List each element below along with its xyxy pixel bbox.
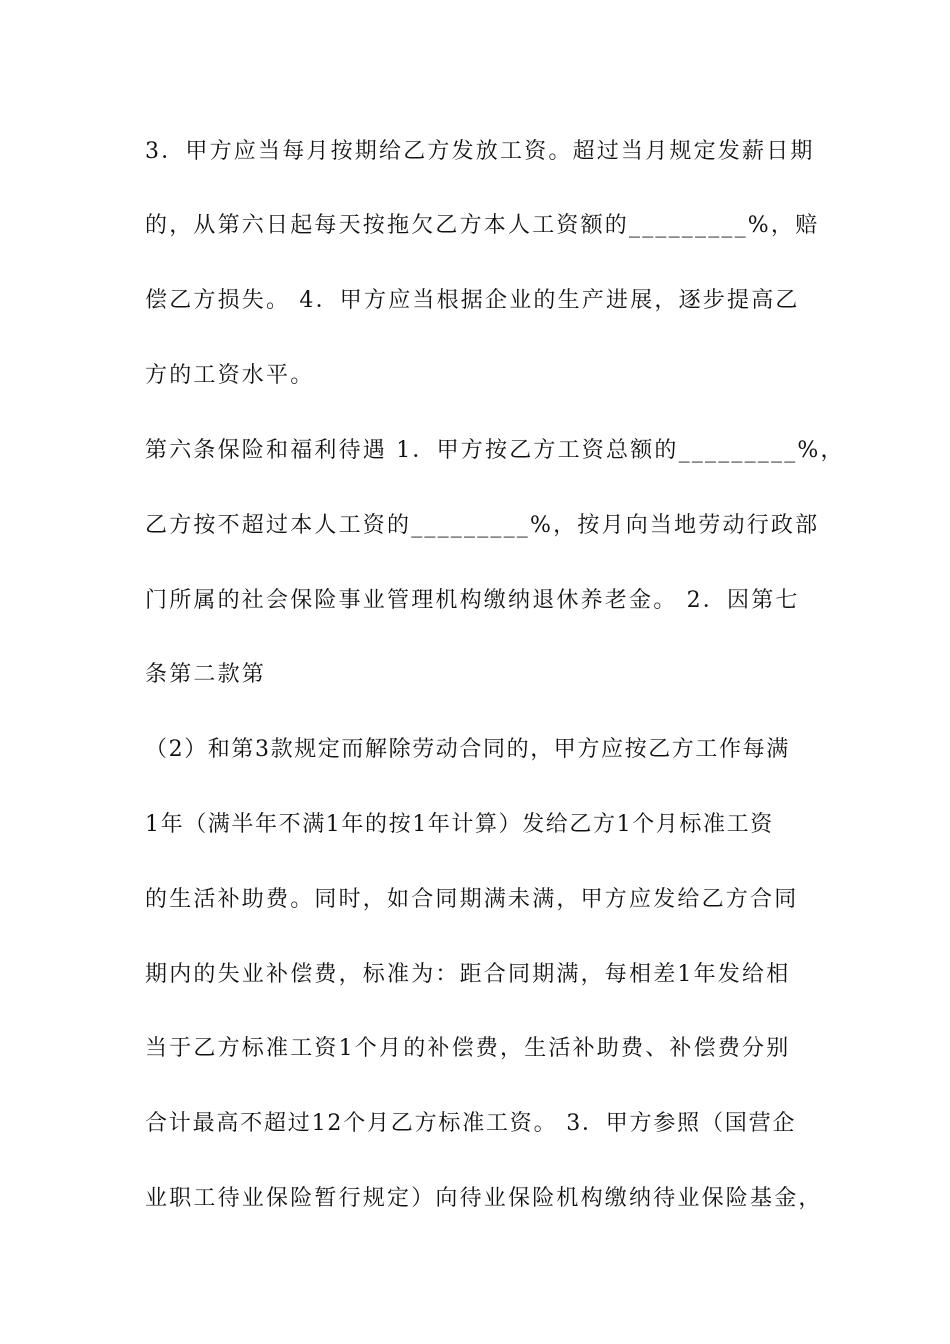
text-line: 的，从第六日起每天按拖欠乙方本人工资额的_________%，赔	[145, 213, 820, 238]
text-line: 的生活补助费。同时，如合同期满未满，甲方应发给乙方合同	[145, 887, 799, 912]
text-line: 3．甲方应当每月按期给乙方发放工资。超过当月规定发薪日期	[145, 139, 815, 164]
text-line: 方的工资水平。	[145, 363, 315, 388]
text-line: 门所属的社会保险事业管理机构缴纳退休养老金。 2．因第七	[145, 588, 800, 613]
text-line: 业职工待业保险暂行规定）向待业保险机构缴纳待业保险基金，	[145, 1186, 823, 1211]
text-line: 条第二款第	[145, 662, 267, 687]
text-line: 乙方按不超过本人工资的_________%，按月向当地劳动行政部	[145, 513, 820, 538]
text-line: 当于乙方标准工资1个月的补偿费，生活补助费、补偿费分别	[145, 1036, 791, 1061]
text-line: 1年（满半年不满1年的按1年计算）发给乙方1个月标准工资	[145, 812, 774, 837]
text-line: 偿乙方损失。 4．甲方应当根据企业的生产进展，逐步提高乙	[145, 288, 800, 313]
text-line: 第六条保险和福利待遇 1．甲方按乙方工资总额的_________%，	[145, 438, 845, 463]
text-line: 期内的失业补偿费，标准为：距合同期满，每相差1年发给相	[145, 962, 791, 987]
text-line: 合计最高不超过12个月乙方标准工资。 3．甲方参照（国营企	[145, 1111, 797, 1136]
text-line: （2）和第3款规定而解除劳动合同的，甲方应按乙方工作每满	[145, 737, 790, 762]
